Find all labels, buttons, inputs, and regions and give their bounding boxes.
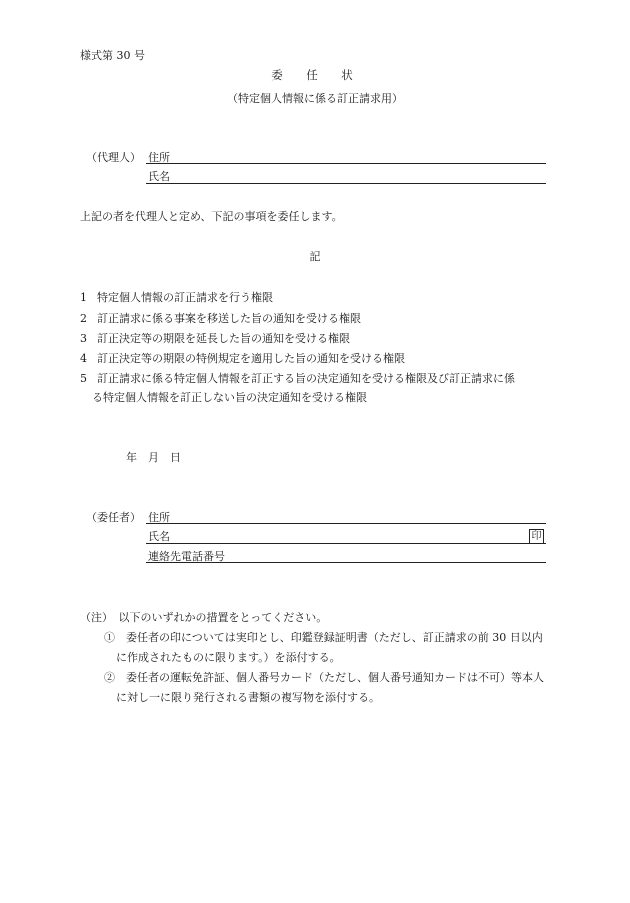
item-number: 1 [80,291,87,304]
item-text: 訂正決定等の期限を延長した旨の通知を受ける権限 [97,332,350,345]
agent-address-line[interactable] [146,163,546,164]
list-item [80,352,405,366]
item-continuation: る特定個人情報を訂正しない旨の決定通知を受ける権限 [92,391,367,404]
document-subtitle: （特定個人情報に係る訂正請求用） [227,92,403,105]
ki-heading: 記 [309,250,321,263]
principal-address-label: 住所 [148,511,170,524]
agent-name-label: 氏名 [148,170,170,183]
item-number: 3 [80,332,87,345]
document-title: 委 任 状 [271,68,359,82]
note-item: ① 委任者の印については実印とし、印鑑登録証明書（ただし、訂正請求の前 30 日以内 [104,631,543,644]
list-item [80,372,515,386]
agent-name-line[interactable] [146,183,546,184]
list-item [80,332,350,346]
item-text: 訂正請求に係る特定個人情報を訂正する旨の決定通知を受ける権限及び訂正請求に係 [97,372,515,385]
principal-address-line[interactable] [146,523,546,524]
date-line: 年 月 日 [126,451,181,464]
note-continuation: に対し一に限り発行される書類の複写物を添付する。 [116,691,380,704]
notes-heading: （注） 以下のいずれかの措置をとってください。 [80,611,328,624]
agent-role-label: （代理人） [86,151,141,164]
seal-stamp-box: 印 [529,529,544,544]
delegation-statement: 上記の者を代理人と定め、下記の事項を委任します。 [80,210,343,223]
principal-phone-line[interactable] [146,562,546,563]
note-item: ② 委任者の運転免許証、個人番号カード（ただし、個人番号通知カードは不可）等本人 [104,671,544,684]
agent-address-label: 住所 [148,151,170,164]
principal-phone-label: 連絡先電話番号 [148,550,225,563]
item-text: 訂正請求に係る事案を移送した旨の通知を受ける権限 [97,312,361,325]
item-number: 4 [80,352,87,365]
note-continuation: に作成されたものに限ります。）を添付する。 [116,651,341,664]
item-number: 2 [80,312,87,325]
item-text: 特定個人情報の訂正請求を行う権限 [97,291,273,304]
list-item [80,312,361,326]
principal-name-label: 氏名 [148,530,170,543]
form-number: 様式第 30 号 [80,49,145,62]
principal-name-line[interactable] [146,543,546,544]
list-item [80,291,273,305]
item-text: 訂正決定等の期限の特例規定を適用した旨の通知を受ける権限 [97,352,405,365]
item-number: 5 [80,372,87,385]
principal-role-label: （委任者） [86,511,141,524]
